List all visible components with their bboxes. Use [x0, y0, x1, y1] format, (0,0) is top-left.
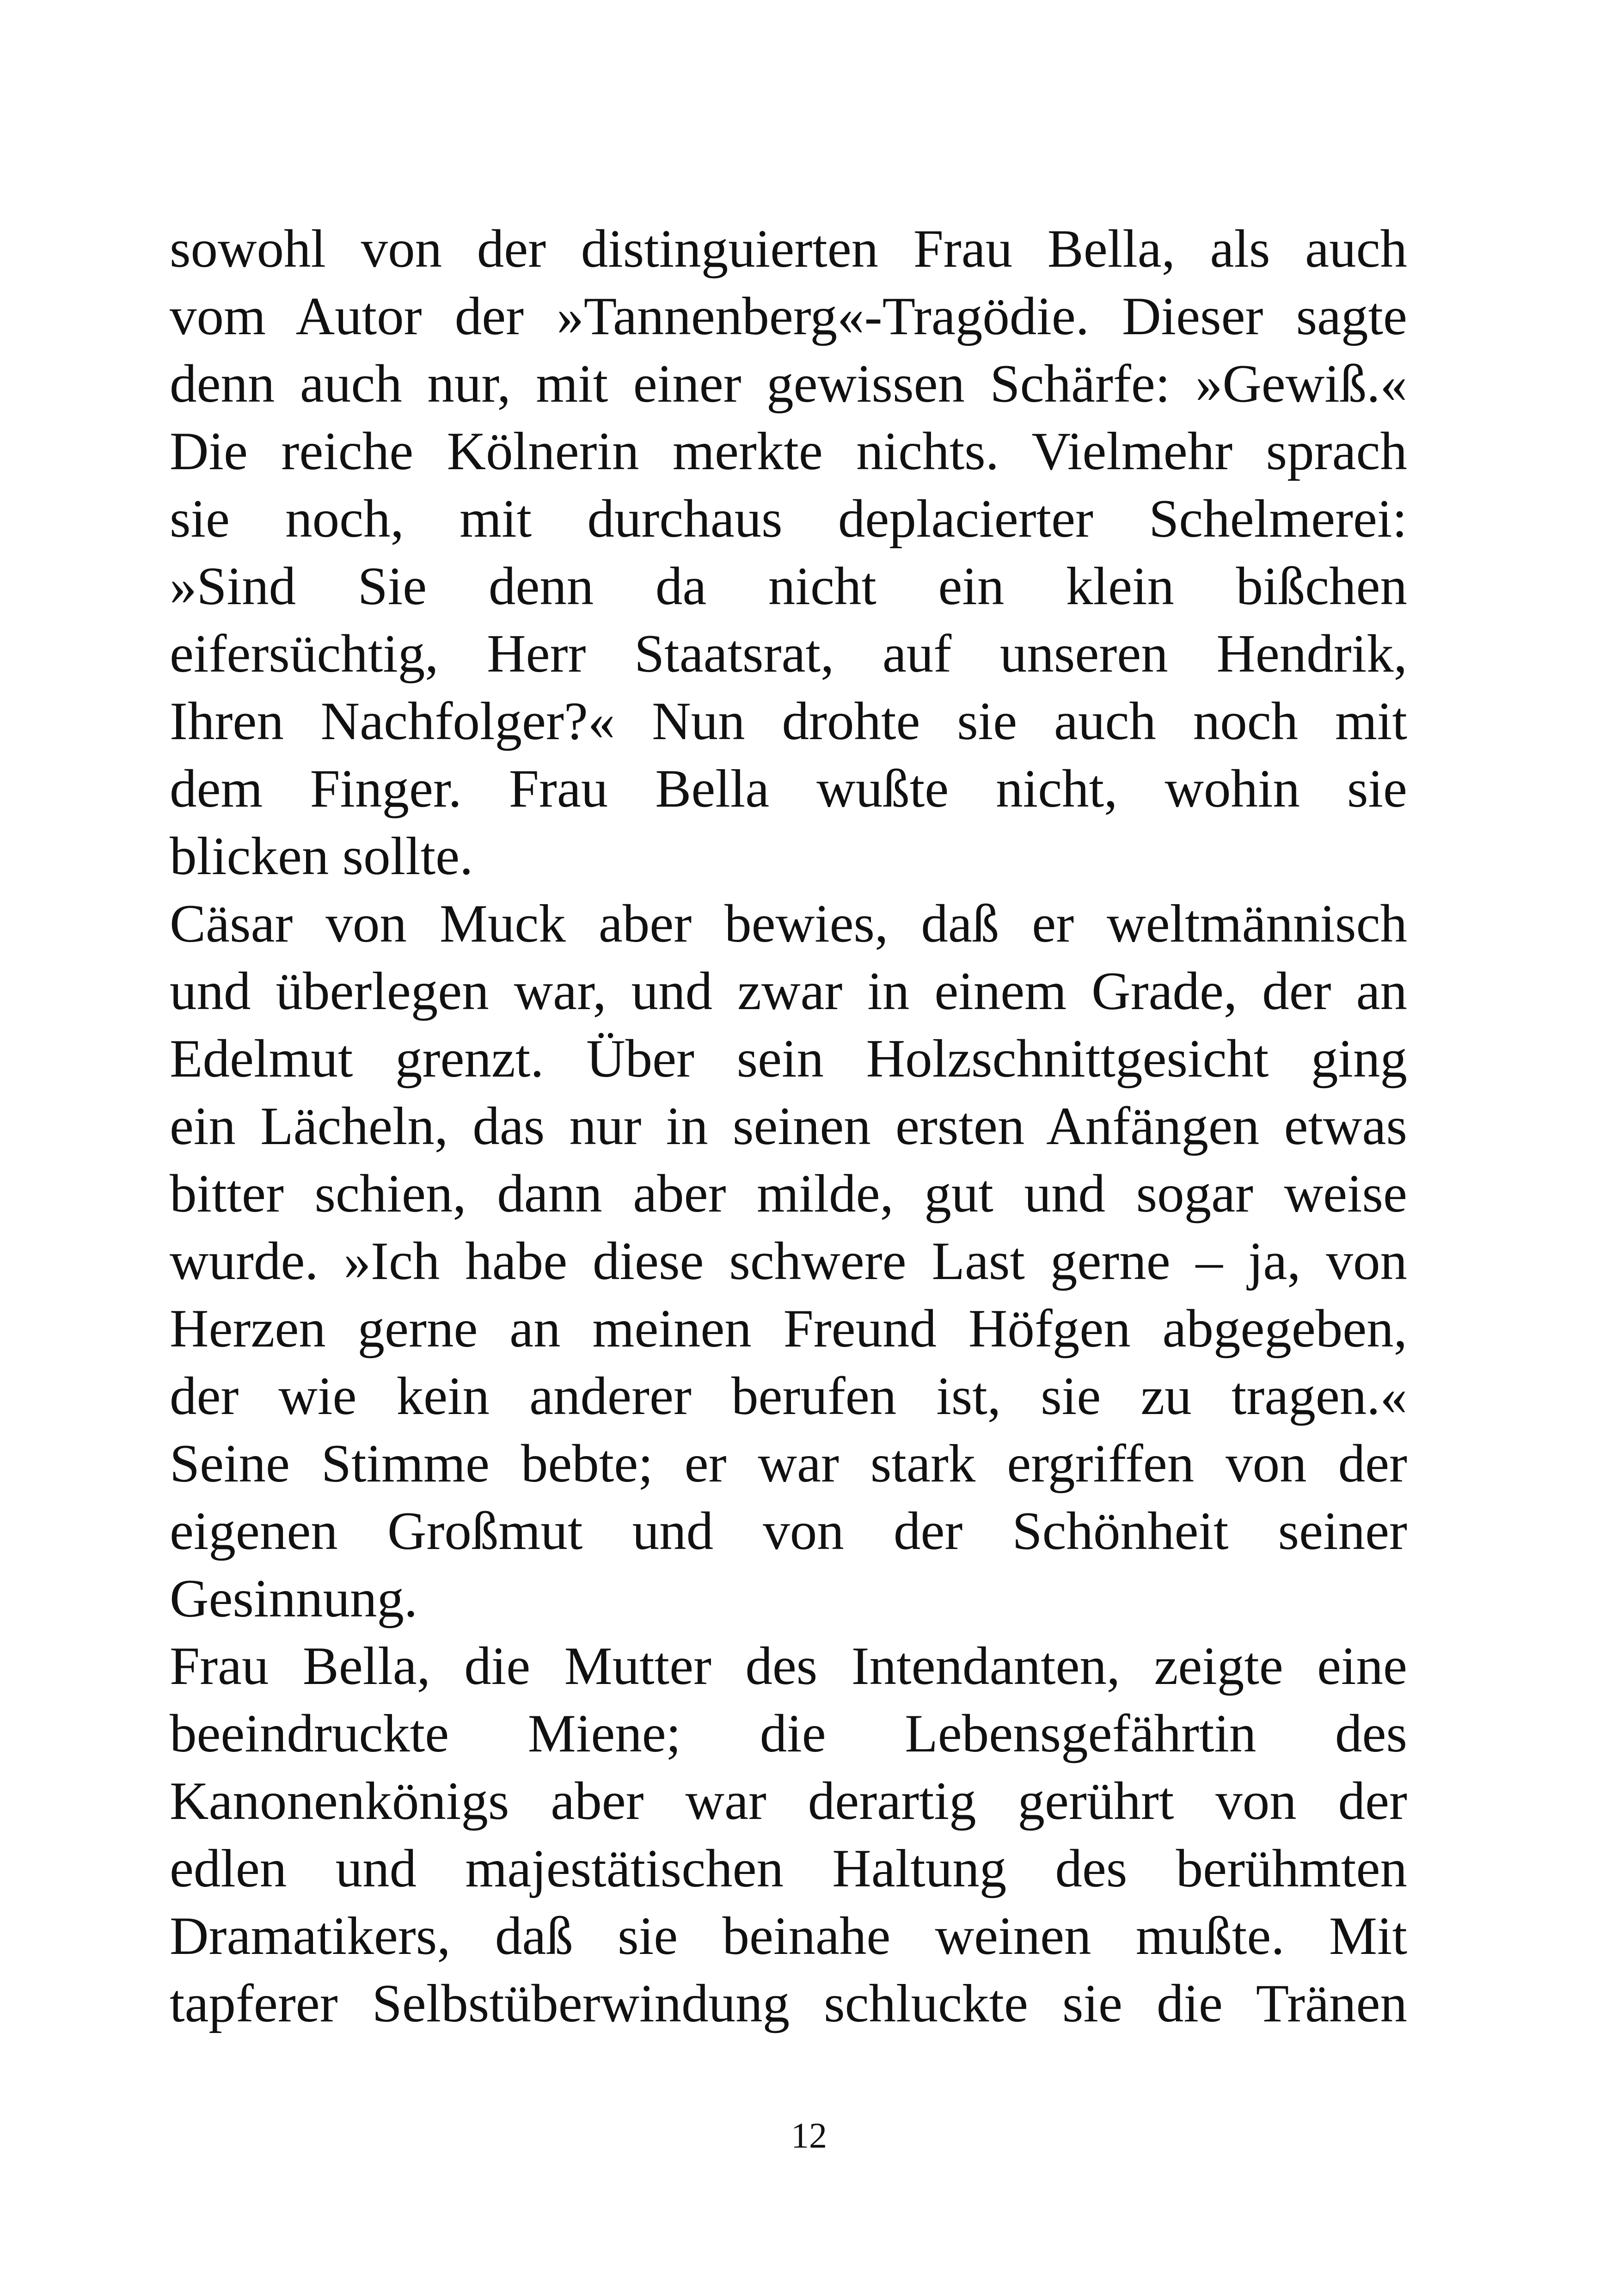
text-line: der wie kein anderer berufen ist, sie zu tragen.«	[170, 1366, 1407, 1426]
text-line: »Sind Sie denn da nicht ein klein bißchen	[170, 557, 1407, 616]
text-line: ein Lächeln, das nur in seinen ersten Anfängen etwas	[170, 1096, 1407, 1156]
text-line: Gesinnung.	[170, 1569, 418, 1629]
text-line: eifersüchtig, Herr Staatsrat, auf unseren Hendrik,	[170, 624, 1407, 684]
text-line: und überlegen war, und zwar in einem Grade, der an	[170, 961, 1407, 1021]
text-line: denn auch nur, mit einer gewissen Schärfe: »Gewiß.«	[170, 354, 1407, 414]
text-line: wurde. »Ich habe diese schwere Last gerne – ja, von	[170, 1231, 1407, 1291]
text-line: Cäsar von Muck aber bewies, daß er weltmännisch	[170, 894, 1407, 954]
text-line: Kanonenkönigs aber war derartig gerührt von der	[170, 1771, 1407, 1831]
text-line: sowohl von der distinguierten Frau Bella, als auch	[170, 219, 1407, 279]
text-line: Die reiche Kölnerin merkte nichts. Vielmehr sprach	[170, 422, 1407, 481]
text-line: edlen und majestätischen Haltung des berühmten	[170, 1839, 1407, 1898]
text-line: Dramatikers, daß sie beinahe weinen mußte. Mit	[170, 1906, 1407, 1966]
text-line: Seine Stimme bebte; er war stark ergriffen von der	[170, 1434, 1407, 1494]
text-line: Ihren Nachfolger?« Nun drohte sie auch noch mit	[170, 692, 1407, 751]
text-line: Frau Bella, die Mutter des Intendanten, zeigte eine	[170, 1636, 1407, 1696]
text-line: tapferer Selbstüberwindung schluckte sie die Tränen	[170, 1974, 1407, 2033]
page-number: 12	[791, 2115, 827, 2155]
text-line: Herzen gerne an meinen Freund Höfgen abgegeben,	[170, 1299, 1407, 1359]
text-line: eigenen Großmut und von der Schönheit seiner	[170, 1501, 1407, 1561]
text-line: blicken sollte.	[170, 827, 473, 886]
text-line: Edelmut grenzt. Über sein Holzschnittgesicht ging	[170, 1029, 1407, 1089]
body-text	[170, 215, 1407, 2038]
text-line: bitter schien, dann aber milde, gut und sogar weise	[170, 1164, 1407, 1224]
text-line: sie noch, mit durchaus deplacierter Schelmerei:	[170, 489, 1407, 549]
text-line: beeindruckte Miene; die Lebensgefährtin des	[170, 1704, 1407, 1763]
text-line: dem Finger. Frau Bella wußte nicht, wohin sie	[170, 759, 1407, 819]
text-line: vom Autor der »Tannenberg«-Tragödie. Dieser sagte	[170, 287, 1407, 346]
